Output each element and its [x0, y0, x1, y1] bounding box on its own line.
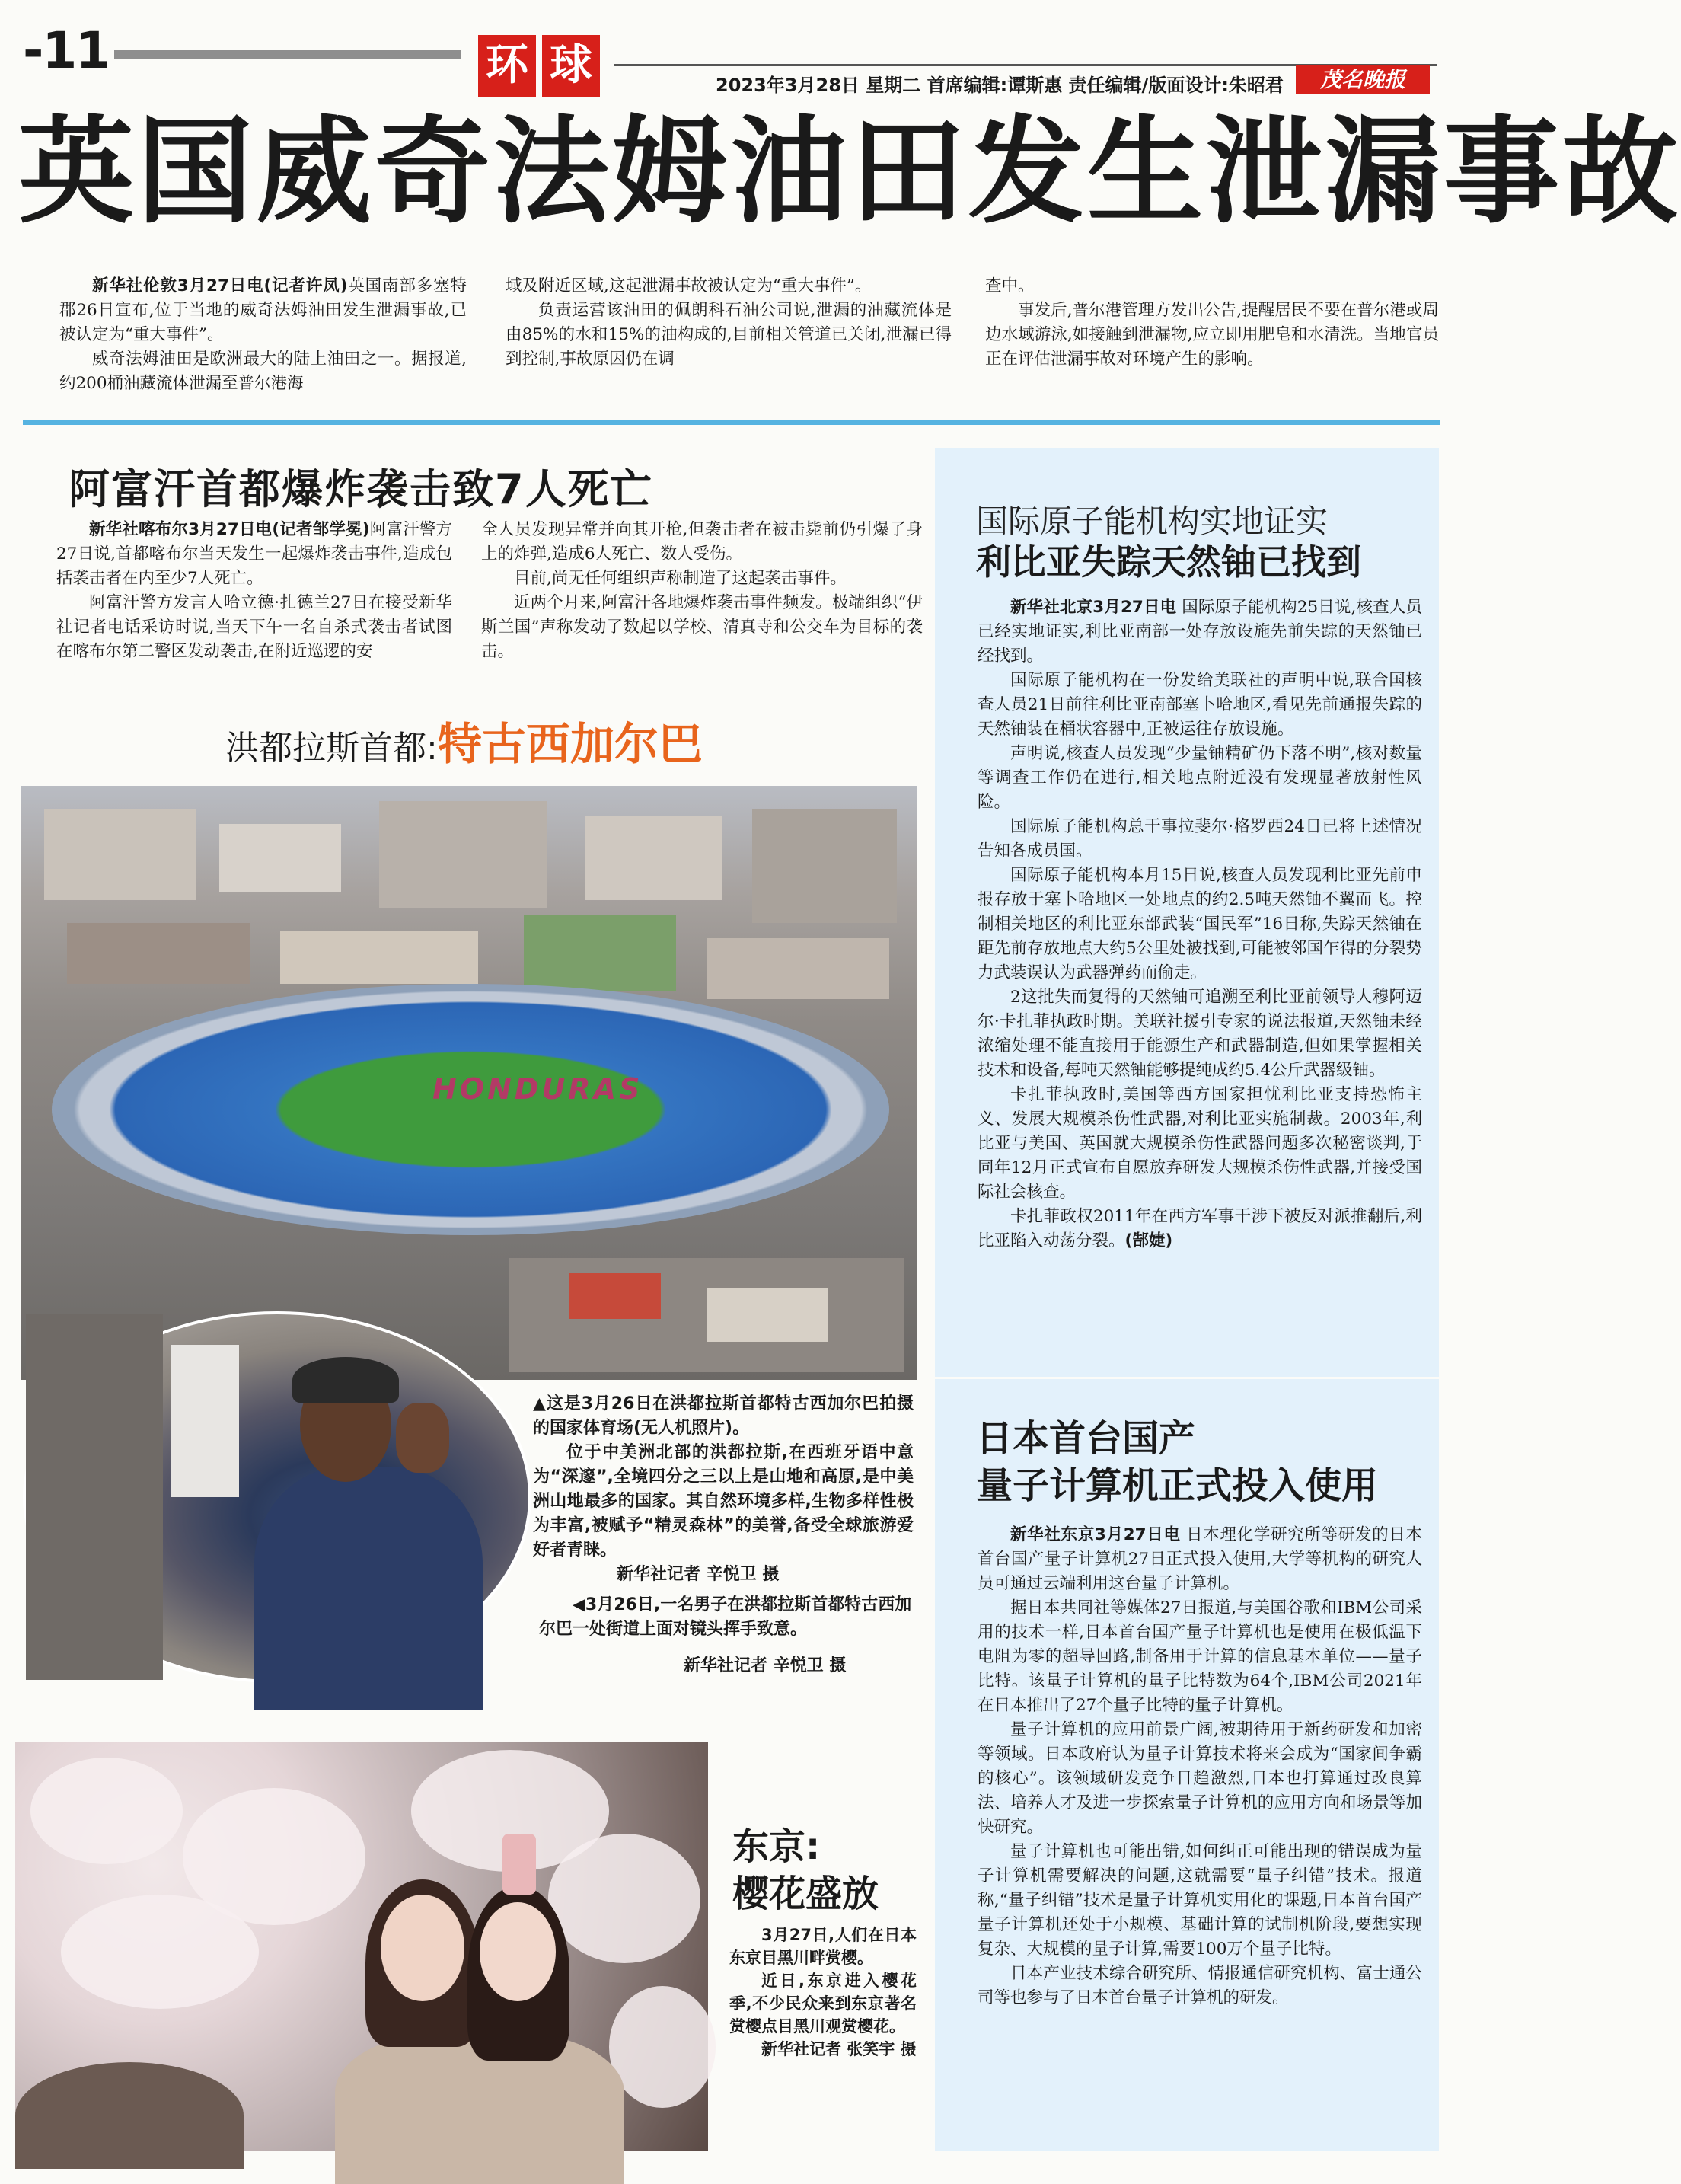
- blossom-cluster: [548, 1834, 700, 1963]
- paragraph-text: 卡扎菲政权2011年在西方军事干涉下被反对派推翻后,利比亚陷入动荡分裂。: [978, 1207, 1422, 1250]
- paragraph-text: 事发后,普尔港管理方发出公告,提醒居民不要在普尔港或周边水域游泳,如接触到泄漏物,应立即用肥皂和水清洗。当地官员正在评估泄漏事故对环境产生的影响。: [985, 301, 1439, 369]
- street-pillar: [26, 1314, 163, 1680]
- stadium-photo: [21, 786, 917, 1380]
- paragraph-text: 量子计算机也可能出错,如何纠正可能出现的错误成为量子计算机需要解决的问题,这就需要“量子纠错”技术。报道称,“量子纠错”技术是量子计算机实用化的课题,日本首台国产量子计算机还处于小规模、基础计算的试制机阶段,要想实现复杂、大规模的量子计算,需要100万个量子比特。: [978, 1842, 1422, 1959]
- paragraph: [481, 567, 923, 591]
- paragraph: [985, 299, 1439, 372]
- paragraph: [978, 815, 1422, 864]
- paragraph-text: 全人员发现异常并向其开枪,但袭击者在被击毙前仍引爆了身上的炸弹,造成6人死亡、数人受伤。: [481, 520, 923, 564]
- libya-title: 利比亚失踪天然铀已找到: [976, 541, 1361, 583]
- paragraph: [59, 347, 467, 396]
- caption-line: 近日,东京进入樱花季,不少民众来到东京著名赏樱点目黑川观赏樱花。: [729, 1972, 917, 2036]
- tokyo-title: [732, 1823, 907, 1917]
- trees: [524, 915, 676, 991]
- paragraph: [978, 864, 1422, 985]
- stadium-sign: HONDURAS: [432, 1072, 643, 1106]
- libya-story-body: [978, 595, 1422, 1253]
- foreground-person: [15, 2062, 244, 2169]
- person-body: [254, 1467, 483, 1710]
- signboard: [171, 1345, 239, 1497]
- paragraph-text: 阿富汗警方发言人哈立德·扎德兰27日在接受新华社记者电话采访时说,当天下午一名自杀式袭击者试图在喀布尔第二警区发动袭击,在附近巡逻的安: [56, 593, 452, 661]
- photo-credit: 新华社记者 辛悦卫 摄: [617, 1565, 780, 1584]
- paragraph-text: 负责运营该油田的佩朗科石油公司说,泄漏的油藏流体是由85%的水和15%的油构成的,目前相关管道已关闭,泄漏已得到控制,事故原因仍在调: [506, 301, 952, 369]
- paragraph-text: 卡扎菲执政时,美国等西方国家担忧利比亚支持恐怖主义、发展大规模杀伤性武器,对利比亚实施制裁。2003年,利比亚与美国、英国就大规模杀伤性武器问题多次秘密谈判,于同年12月正式宣布自愿放弃研发大规模杀伤性武器,并接受国际社会核查。: [978, 1085, 1422, 1202]
- paragraph: [59, 274, 467, 347]
- building: [379, 801, 547, 908]
- lead-story-col-1: [59, 274, 467, 396]
- paragraph-text: 国际原子能机构25日说,核查人员已经实地证实,利比亚南部一处存放设施先前失踪的天然铀已经找到。: [978, 598, 1422, 666]
- paragraph: [978, 669, 1422, 742]
- paragraph-text: 查中。: [985, 276, 1035, 295]
- quantum-title: [976, 1415, 1418, 1509]
- building: [707, 938, 889, 999]
- caption-line: 位于中美洲北部的洪都拉斯,在西班牙语中意为“深邃”,全境四分之三以上是山地和高原,是中美洲山地最多的国家。其自然环境多样,生物多样性极为丰富,被赋予“精灵森林”的美誉,备受全球旅游爱好者青睐。: [533, 1443, 914, 1560]
- paragraph-text: 国际原子能机构在一份发给美联社的声明中说,联合国核查人员21日前往利比亚南部塞卜哈地区,看见先前通报失踪的天然铀装在桶状容器中,正被运往存放设施。: [978, 671, 1422, 739]
- building: [280, 931, 478, 984]
- blossom-cluster: [30, 1758, 183, 1864]
- paragraph: [978, 595, 1422, 669]
- lead-story-col-2: [506, 274, 952, 372]
- honduras-title: [225, 708, 703, 772]
- paragraph: [481, 518, 923, 567]
- paragraph-text: 2这批失而复得的天然铀可追溯至利比亚前领导人穆阿迈尔·卡扎菲执政时期。美联社援引专家的说法报道,天然铀未经浓缩处理不能直接用于能源生产和武器制造,但如果掌握相关技术和设备,每吨天然铀能够提纯成约5.4公斤武器级铀。: [978, 988, 1422, 1080]
- waving-man-photo: [23, 1311, 531, 1683]
- paragraph-text: 日本理化学研究所等研发的日本首台国产量子计算机27日正式投入使用,大学等机构的研究人员可通过云端利用这台量子计算机。: [978, 1525, 1422, 1593]
- paragraph-text: 声明说,核查人员发现“少量铀精矿仍下落不明”,核对数量等调查工作仍在进行,相关地点附近没有发现显著放射性风险。: [978, 744, 1422, 812]
- quantum-title-line-1: 日本首台国产: [976, 1417, 1196, 1460]
- paragraph-text: 目前,尚无任何组织声称制造了这起袭击事件。: [514, 569, 847, 588]
- paragraph-text: 威奇法姆油田是欧洲最大的陆上油田之一。据报道,约200桶油藏流体泄漏至普尔港海: [59, 350, 467, 393]
- building: [219, 824, 341, 892]
- right-column-divider: [935, 1377, 1439, 1379]
- blossom-cluster: [609, 1986, 716, 2108]
- afghan-story-col-1: [56, 518, 452, 664]
- header-rule: [114, 50, 461, 59]
- woman-face: [480, 1902, 556, 2001]
- honduras-title-prefix: 洪都拉斯首都:: [225, 729, 438, 768]
- stadium: [52, 984, 889, 1235]
- paragraph-text: 近两个月来,阿富汗各地爆炸袭击事件频发。极端组织“伊斯兰国”声称发动了数起以学校、清真寺和公交车为目标的袭击。: [481, 593, 923, 661]
- paper-logo: 茂名晚报: [1296, 65, 1430, 94]
- paragraph-text: 国际原子能机构本月15日说,核查人员发现利比亚先前申报存放于塞卜哈地区一处地点的约2.5吨天然铀不翼而飞。控制相关地区的利比亚东部武装“国民军”16日称,失踪天然铀在距先前存放地点大约5公里处被找到,可能被邻国乍得的分裂势力武装误认为武器弹药而偷走。: [978, 866, 1422, 982]
- paragraph-text: 域及附近区域,这起泄漏事故被认定为“重大事件”。: [506, 276, 872, 295]
- paragraph-text: 阿富汗警方27日说,首都喀布尔当天发生一起爆炸袭击事件,造成包括袭击者在内至少7人死亡。: [56, 520, 452, 588]
- waving-man-caption: [539, 1593, 915, 1678]
- paragraph-text: 日本产业技术综合研究所、情报通信研究机构、富士通公司等也参与了日本首台量子计算机的研发。: [978, 1964, 1422, 2007]
- section-label: [478, 35, 600, 97]
- author-byline: (郜婕): [1124, 1231, 1173, 1250]
- paragraph-text: 英国南部多塞特郡26日宣布,位于当地的威奇法姆油田发生泄漏事故,已被认定为“重大事件”。: [59, 276, 467, 344]
- dateline-lead: 新华社东京3月27日电: [1010, 1525, 1181, 1544]
- cherry-blossom-photo: [15, 1742, 708, 2151]
- paragraph: [978, 1205, 1422, 1253]
- building: [707, 1288, 828, 1342]
- person-hand: [396, 1403, 449, 1473]
- tokyo-title-line-1: 东京:: [732, 1825, 821, 1868]
- paragraph: [978, 1083, 1422, 1205]
- photo-credit: 新华社记者 张笑宇 摄: [761, 2040, 917, 2058]
- woman-face: [381, 1895, 464, 2001]
- building: [585, 816, 722, 900]
- paragraph: [506, 299, 952, 372]
- quantum-title-line-2: 量子计算机正式投入使用: [976, 1464, 1379, 1507]
- paragraph: [978, 1840, 1422, 1962]
- section-char-2: 球: [542, 35, 600, 97]
- stadium-caption: [533, 1392, 914, 1587]
- dateline-lead: 新华社伦敦3月27日电(记者许凤): [92, 276, 348, 295]
- paragraph: [978, 1596, 1422, 1718]
- paragraph: [978, 1718, 1422, 1840]
- main-headline: 英国威奇法姆油田发生泄漏事故: [18, 104, 1681, 239]
- dateline-lead: 新华社北京3月27日电: [1010, 598, 1177, 617]
- paragraph-text: 据日本共同社等媒体27日报道,与美国谷歌和IBM公司采用的技术一样,日本首台国产量子计算机也是使用在极低温下电阻为零的超导回路,制备用于计算的信息基本单位——量子比特。该量子计算机的量子比特数为64个,IBM公司2021年在日本推出了27个量子比特的量子计算机。: [978, 1598, 1422, 1715]
- paragraph: [56, 591, 452, 664]
- building: [752, 809, 897, 923]
- photo-credit: 新华社记者 辛悦卫 摄: [684, 1656, 847, 1675]
- afghan-story-col-2: [481, 518, 923, 664]
- paragraph-text: 国际原子能机构总干事拉斐尔·格罗西24日已将上述情况告知各成员国。: [978, 817, 1422, 861]
- dateline: 2023年3月28日 星期二 首席编辑:谭斯惠 责任编辑/版面设计:朱昭君: [716, 75, 1284, 96]
- section-char-1: 环: [478, 35, 536, 97]
- paragraph-text: 量子计算机的应用前景广阔,被期待用于新药研发和加密等领域。日本政府认为量子计算技术将来会成为“国家间争霸的核心”。该领域研发竞争日趋激烈,日本也打算通过改良算法、培养人才及进一步探索量子计算机的应用方向和场景等加快研究。: [978, 1720, 1422, 1837]
- building: [67, 923, 250, 984]
- lead-story-col-3: [985, 274, 1439, 372]
- paragraph: [56, 518, 452, 591]
- person-cap: [292, 1357, 399, 1403]
- paragraph: [985, 274, 1439, 299]
- paragraph: [506, 274, 952, 299]
- quantum-story-body: [978, 1523, 1422, 2010]
- section-divider: [23, 420, 1440, 425]
- paragraph: [978, 742, 1422, 815]
- dateline-lead: 新华社喀布尔3月27日电(记者邹学冕): [89, 520, 370, 539]
- tokyo-title-line-2: 樱花盛放: [732, 1873, 879, 1915]
- building: [569, 1273, 661, 1319]
- tokyo-caption: [729, 1924, 917, 2061]
- afghan-story-title: 阿富汗首都爆炸袭击致7人死亡: [69, 465, 653, 513]
- blossom-cluster: [61, 1895, 259, 2009]
- phone: [502, 1834, 536, 1895]
- caption-line: 3月27日,人们在日本东京目黑川畔赏樱。: [729, 1926, 917, 1967]
- paragraph: [481, 591, 923, 664]
- paragraph: [978, 1523, 1422, 1596]
- honduras-title-city: 特古西加尔巴: [437, 718, 703, 770]
- building: [44, 809, 196, 900]
- paragraph: [978, 985, 1422, 1083]
- caption-line: ◀3月26日,一名男子在洪都拉斯首都特古西加尔巴一处街道上面对镜头挥手致意。: [539, 1595, 912, 1639]
- libya-subtitle: 国际原子能机构实地证实: [976, 503, 1329, 540]
- page-number: -11: [23, 21, 110, 80]
- paragraph: [978, 1962, 1422, 2010]
- caption-line: ▲这是3月26日在洪都拉斯首都特古西加尔巴拍摄的国家体育场(无人机照片)。: [533, 1394, 914, 1438]
